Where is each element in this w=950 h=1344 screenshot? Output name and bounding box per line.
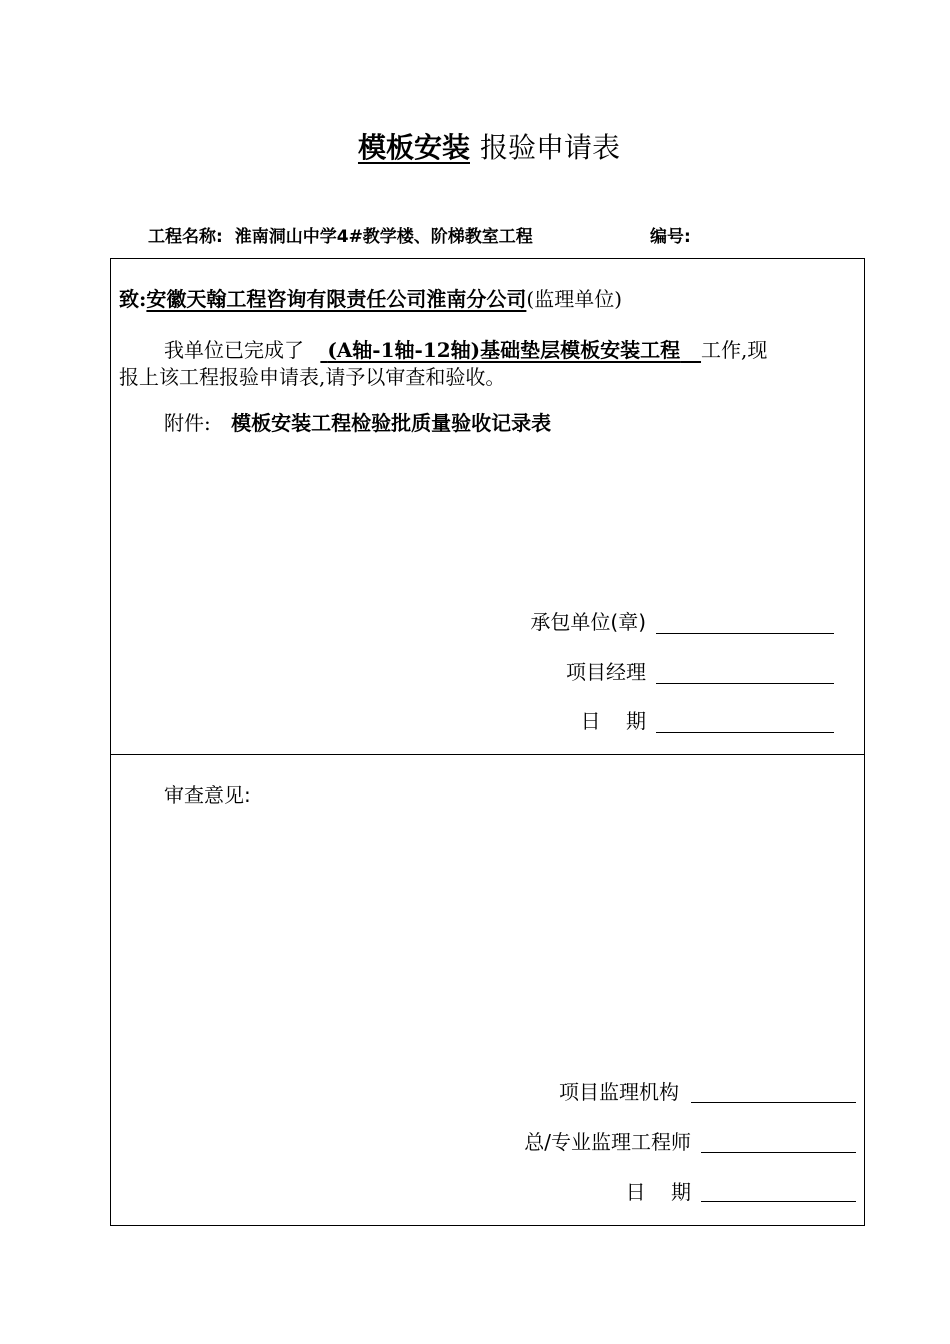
body-part1: 我单位已完成了 — [164, 338, 304, 362]
attachment-label: 附件: — [164, 411, 211, 435]
addressee-line — [119, 285, 622, 313]
review-date-label: 日 期 — [625, 1180, 691, 1204]
body-line-1 — [164, 336, 767, 364]
chief-engineer-label: 总/专业监理工程师 — [524, 1130, 691, 1154]
review-date-line — [701, 1201, 856, 1202]
supervisor-company: 安徽天翰工程咨询有限责任公司淮南分公司 — [146, 287, 527, 311]
document-number — [650, 222, 691, 247]
to-prefix: 致: — [119, 287, 147, 311]
section-divider — [111, 754, 864, 755]
title-subject: 模板安装 — [357, 131, 470, 164]
work-item: (A轴-1轴-12轴)基础垫层模板安装工程 — [327, 338, 681, 362]
form-frame — [110, 258, 865, 1226]
body-line-2: 报上该工程报验申请表,请予以审查和验收。 — [119, 365, 506, 389]
project-name-row — [148, 222, 533, 247]
project-label: 工程名称: — [148, 227, 223, 247]
application-date-label: 日 期 — [580, 709, 646, 733]
supervision-org-line — [691, 1102, 856, 1103]
number-label: 编号: — [650, 227, 691, 247]
document-title — [0, 128, 950, 168]
title-suffix: 报验申请表 — [480, 131, 621, 164]
review-opinion-label: 审查意见: — [164, 783, 251, 807]
supervision-org-label: 项目监理机构 — [559, 1080, 679, 1104]
supervisor-role: (监理单位) — [526, 287, 622, 311]
project-manager-label: 项目经理 — [566, 660, 646, 684]
application-date-line — [656, 732, 834, 733]
project-manager-line — [656, 683, 834, 684]
body-part2: 工作,现 — [701, 338, 768, 362]
contractor-seal-line — [656, 633, 834, 634]
chief-engineer-line — [701, 1152, 856, 1153]
attachment-line — [164, 409, 551, 437]
contractor-seal-label: 承包单位(章) — [530, 610, 646, 634]
project-name: 淮南洞山中学4#教学楼、阶梯教室工程 — [234, 227, 533, 247]
attachment-name: 模板安装工程检验批质量验收记录表 — [231, 411, 552, 435]
